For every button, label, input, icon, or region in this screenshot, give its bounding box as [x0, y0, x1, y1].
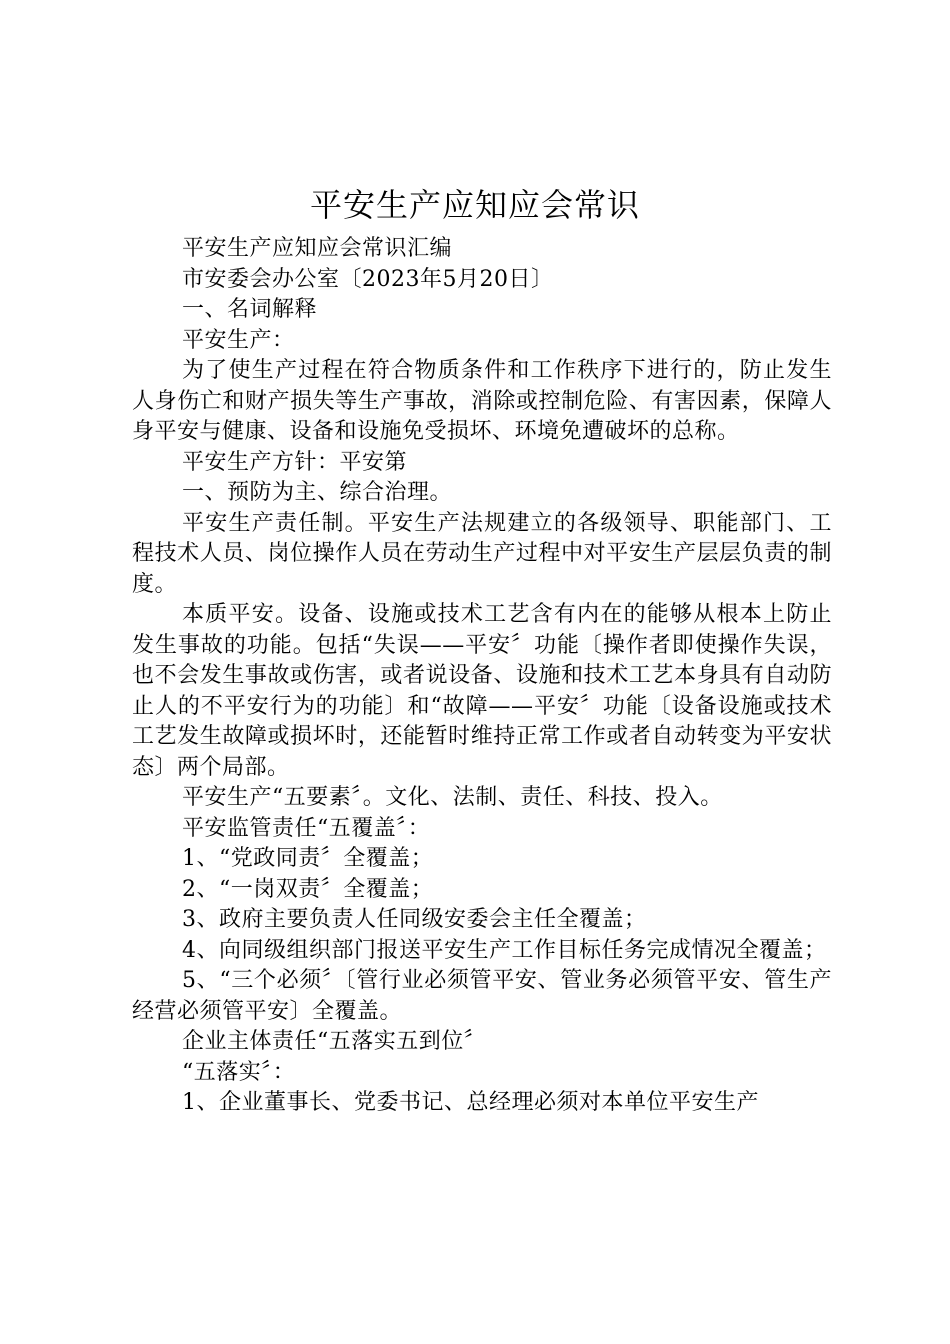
- list-item: 2、“一岗双责〞全覆盖；: [182, 876, 434, 902]
- list-item: 1、“党政同责〞全覆盖；: [182, 846, 434, 871]
- paragraph-issuer-date: 市安委会办公室〔2023年5月20日〕: [182, 266, 554, 292]
- enterprise-responsibility-heading: 企业主体责任“五落实五到位〞: [182, 1029, 487, 1054]
- list-item: 3、政府主要负责人任同级安委会主任全覆盖；: [182, 907, 647, 932]
- list-item: 5、“三个必须〞〔管行业必须管平安、管业务必须管平安、管生产经营必须管平安〕全覆盖。: [132, 968, 832, 1024]
- paragraph-subtitle: 平安生产应知应会常识汇编: [182, 236, 453, 261]
- list-item: 1、企业董事长、党委书记、总经理必须对本单位平安生产: [182, 1090, 759, 1115]
- document-body: [132, 234, 832, 1119]
- five-implementations-heading: “五落实〞：: [182, 1059, 296, 1085]
- document-title: 平安生产应知应会常识: [309, 186, 640, 224]
- five-elements: 平安生产“五要素〞。文化、法制、责任、科技、投入。: [182, 785, 723, 810]
- section-heading-terms: 一、名词解释: [182, 297, 318, 322]
- definition-intrinsic-safety: 本质平安。设备、设施或技术工艺含有内在的能够从根本上防止发生事故的功能。包括“失误——平安〞功能〔操作者即使操作失误，也不会发生事故或伤害，或者说设备、设施和技术工艺本身具有自动防止人的不平安行为的功能〕和“故障——平安〞功能〔设备设施或技术工艺发生故障或损坏时，还能暂时维持正常工作或者自动转变为平安状态〕两个局部。: [132, 602, 832, 780]
- list-item: 4、向同级组织部门报送平安生产工作目标任务完成情况全覆盖；: [182, 937, 827, 963]
- term-safety-policy: 平安生产方针：平安第: [182, 449, 408, 475]
- term-safety-production: 平安生产：: [182, 327, 295, 353]
- five-coverage-heading: 平安监管责任“五覆盖〞：: [182, 815, 431, 841]
- definition-responsibility-system: 平安生产责任制。平安生产法规建立的各级领导、职能部门、工程技术人员、岗位操作人员在劳动生产过程中对平安生产层层负责的制度。: [132, 510, 832, 597]
- definition-safety-production: 为了使生产过程在符合物质条件和工作秩序下进行的，防止发生人身伤亡和财产损失等生产事故，消除或控制危险、有害因素，保障人身平安与健康、设备和设施免受损坏、环境免遭破坏的总称。: [132, 358, 832, 444]
- safety-policy-text: 一、预防为主、综合治理。: [182, 480, 453, 505]
